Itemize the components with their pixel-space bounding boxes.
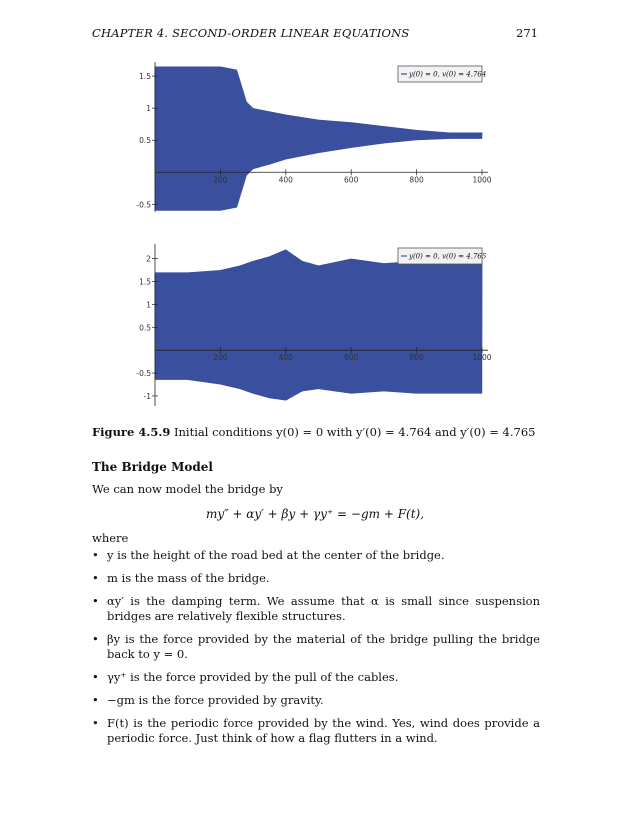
page-number: 271 (516, 26, 538, 40)
x-tick-label: 400 (278, 175, 293, 185)
y-tick-label: -0.5 (136, 200, 151, 210)
term-list (92, 548, 540, 754)
list-item: • γy⁺ is the force provided by the pull of the cables. (92, 670, 540, 685)
intro-paragraph: We can now model the bridge by (92, 482, 283, 496)
legend-label: y(0) = 0, v(0) = 4.764 (409, 70, 487, 79)
x-tick-label: 400 (278, 353, 293, 363)
y-tick-label: 1 (146, 300, 151, 310)
model-equation: my″ + αy′ + βy + γy⁺ = −gm + F(t), (205, 507, 425, 521)
x-tick-label: 600 (344, 175, 359, 185)
y-tick-label: 1.5 (139, 277, 151, 287)
list-item: • αy′ is the damping term. We assume that α is small since suspension bridges are relatively flexible structures. (92, 594, 540, 624)
chapter-title: CHAPTER 4. SECOND-ORDER LINEAR EQUATIONS (92, 26, 410, 40)
x-tick-label: 800 (409, 353, 424, 363)
plot-v4765 (0, 236, 630, 416)
list-item: • y is the height of the road bed at the center of the bridge. (92, 548, 540, 563)
running-head (92, 26, 538, 42)
y-tick-label: 1.5 (139, 72, 151, 82)
y-tick-label: -1 (143, 391, 151, 401)
x-tick-label: 800 (409, 175, 424, 185)
x-tick-label: 600 (344, 353, 359, 363)
y-tick-label: 2 (146, 254, 151, 264)
y-tick-label: 1 (146, 104, 151, 114)
figure-label: Figure 4.5.9 (92, 425, 171, 439)
figure-caption (92, 425, 535, 439)
list-item: • −gm is the force provided by gravity. (92, 693, 540, 708)
figure-caption-text: Initial conditions y(0) = 0 with y′(0) = 4.764 and y′(0) = 4.765 (173, 425, 536, 439)
x-tick-label: 200 (213, 353, 228, 363)
series-line (155, 249, 482, 400)
x-tick-label: 1000 (472, 353, 492, 363)
list-item: • F(t) is the periodic force provided by the wind. Yes, wind does provide a periodic force. Just think of how a flag flutters in a wind. (92, 716, 540, 746)
where-text: where (92, 531, 129, 545)
y-tick-label: 0.5 (139, 323, 151, 333)
series-line (155, 66, 482, 210)
y-tick-label: 0.5 (139, 136, 151, 146)
y-tick-label: -0.5 (136, 369, 151, 379)
x-tick-label: 200 (213, 175, 228, 185)
legend-label: y(0) = 0, v(0) = 4.765 (409, 252, 487, 261)
x-tick-label: 1000 (472, 175, 492, 185)
section-title: The Bridge Model (92, 460, 213, 474)
list-item: • βy is the force provided by the material of the bridge pulling the bridge back to y = 0. (92, 632, 540, 662)
plot-v4764 (0, 52, 630, 222)
list-item: • m is the mass of the bridge. (92, 571, 540, 586)
